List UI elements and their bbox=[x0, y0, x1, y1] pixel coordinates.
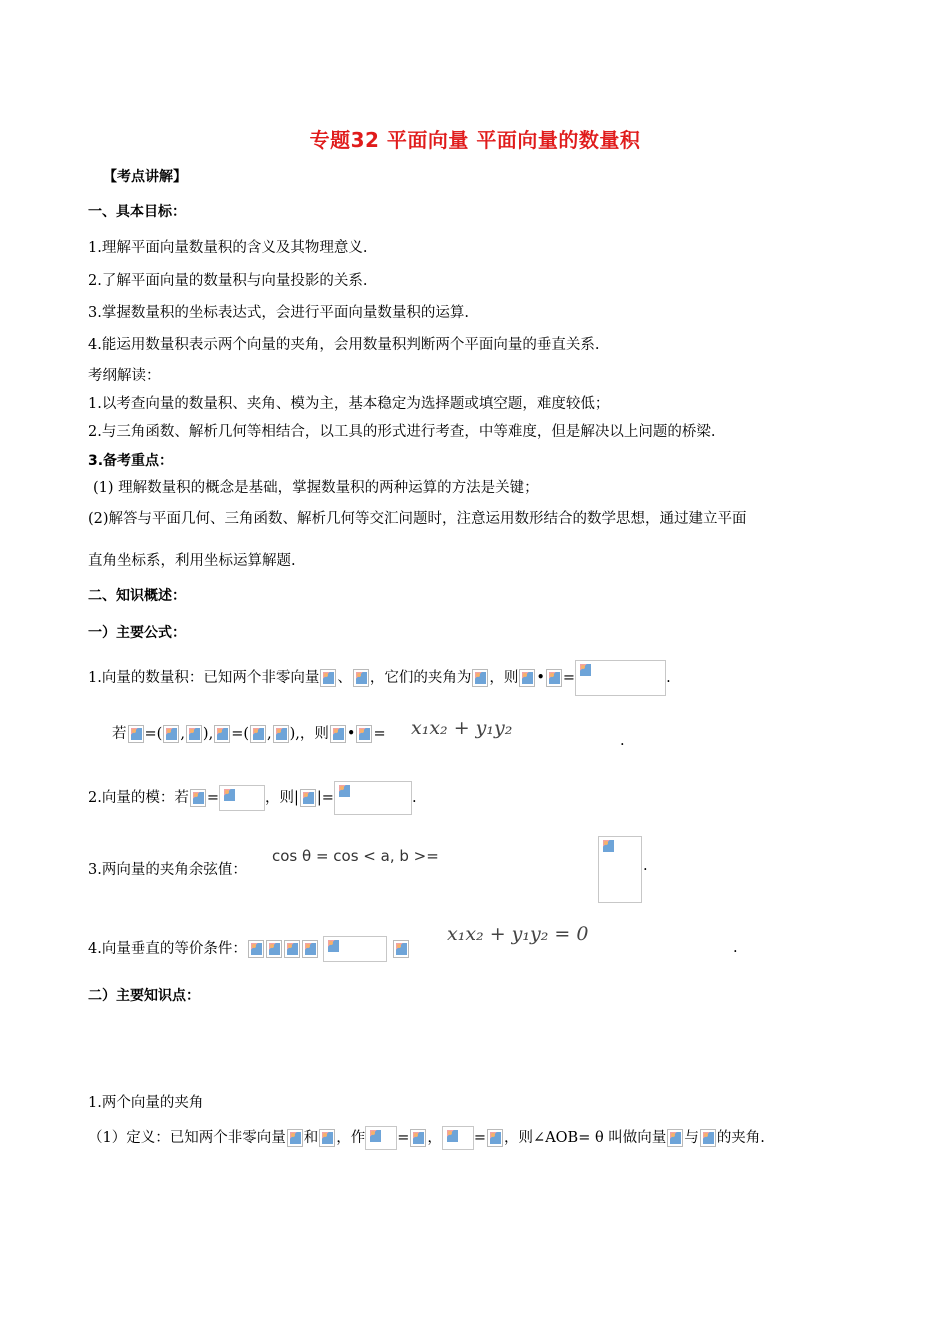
formula-perpendicular bbox=[88, 936, 410, 962]
formula-coordinates: 若 =( , ), =( , ),，则 • = bbox=[112, 726, 386, 742]
formula-text: 4.向量垂直的等价条件： bbox=[88, 941, 247, 957]
heading-formulas: 一）主要公式： bbox=[88, 625, 186, 641]
definition-text: ，作 bbox=[336, 1130, 366, 1146]
vector-b-image-icon bbox=[700, 1129, 716, 1147]
formula-text: 2.向量的模：若 bbox=[88, 790, 189, 806]
formula-image-icon bbox=[578, 662, 594, 680]
formula-text: ，则 bbox=[299, 726, 329, 742]
paren: ), bbox=[289, 726, 300, 742]
equals: =( bbox=[144, 726, 163, 742]
formula-image-icon bbox=[368, 1128, 384, 1146]
definition-text: ，则∠AOB= θ 叫做向量 bbox=[504, 1130, 667, 1146]
theta-image-icon bbox=[472, 669, 488, 687]
period: . bbox=[620, 733, 625, 749]
definition-text: 和 bbox=[303, 1130, 319, 1146]
vector-a-image-icon bbox=[330, 725, 346, 743]
kaogang-label: 考纲解读： bbox=[88, 368, 161, 384]
comma: , bbox=[267, 726, 272, 742]
vector-b-image-icon bbox=[487, 1129, 503, 1147]
vector-b-image-icon bbox=[546, 669, 562, 687]
vector-a-image-icon bbox=[287, 1129, 303, 1147]
knowledge-item: 1.两个向量的夹角 bbox=[88, 1095, 204, 1111]
formula-text: 1.向量的数量积：已知两个非零向量 bbox=[88, 670, 320, 686]
formula-image-box bbox=[365, 1126, 397, 1150]
vector-a-image-icon bbox=[190, 789, 206, 807]
definition-angle bbox=[88, 1126, 765, 1150]
equals: = bbox=[373, 726, 386, 742]
formula-magnitude: 2.向量的模：若 = ，则| |= . bbox=[88, 781, 417, 815]
vector-b-image-icon bbox=[319, 1129, 335, 1147]
comma: ， bbox=[427, 1130, 442, 1146]
vector-a-image-icon bbox=[519, 669, 535, 687]
formula-text: ，则 bbox=[265, 790, 294, 806]
vector-a-image-icon bbox=[128, 725, 144, 743]
section-heading: 【考点讲解】 bbox=[103, 169, 187, 185]
formula-cosine: cos θ = cos < a, b >= bbox=[272, 847, 439, 865]
definition-text: 与 bbox=[684, 1130, 699, 1146]
goal-item: 2.了解平面向量的数量积与向量投影的关系. bbox=[88, 273, 368, 289]
formula-text: 若 bbox=[112, 726, 127, 742]
vector-a-image-icon bbox=[248, 940, 264, 958]
vector-b-image-icon bbox=[353, 669, 369, 687]
goal-item: 3.掌握数量积的坐标表达式，会进行平面向量数量积的运算. bbox=[88, 305, 469, 321]
comma: , bbox=[180, 726, 185, 742]
period: . bbox=[733, 940, 738, 956]
kaogang-item: 2.与三角函数、解析几何等相结合，以工具的形式进行考查，中等难度，但是解决以上问题的桥梁. bbox=[88, 424, 716, 440]
formula-image-icon bbox=[601, 838, 617, 856]
beikao-item: 直角坐标系，利用坐标运算解题. bbox=[88, 553, 296, 569]
x1-image-icon bbox=[163, 725, 179, 743]
arrow-image-icon bbox=[302, 940, 318, 958]
formula-image-box bbox=[219, 785, 265, 811]
equals: = bbox=[397, 1130, 410, 1146]
heading-knowledge: 二）主要知识点： bbox=[88, 988, 200, 1004]
arrow-image-icon bbox=[393, 940, 409, 958]
definition-text: 的夹角. bbox=[716, 1130, 765, 1146]
beikao-label: 3.备考重点： bbox=[88, 453, 174, 469]
page-title: 专题32 平面向量 平面向量的数量积 bbox=[309, 128, 641, 152]
goal-item: 4.能运用数量积表示两个向量的夹角，会用数量积判断两个平面向量的垂直关系. bbox=[88, 337, 600, 353]
beikao-item: (2)解答与平面几何、三角函数、解析几何等交汇问题时，注意运用数形结合的数学思想，通过建立平面 bbox=[88, 511, 747, 527]
y2-image-icon bbox=[273, 725, 289, 743]
formula-image-box bbox=[575, 660, 666, 696]
equals: =( bbox=[231, 726, 250, 742]
formula-image-box bbox=[598, 836, 642, 903]
vector-a-image-icon bbox=[667, 1129, 683, 1147]
formula-image-icon bbox=[222, 787, 238, 805]
formula-image-box bbox=[323, 936, 387, 962]
formula-cosine-label: 3.两向量的夹角余弦值： bbox=[88, 862, 247, 878]
vector-a-image-icon bbox=[320, 669, 336, 687]
formula-image-icon bbox=[337, 783, 353, 801]
vector-b-image-icon bbox=[214, 725, 230, 743]
formula-image-box bbox=[442, 1126, 474, 1150]
formula-text: ，则 bbox=[489, 670, 519, 686]
separator: 、 bbox=[337, 670, 352, 686]
equals: = bbox=[206, 790, 219, 806]
formula-image-icon bbox=[445, 1128, 461, 1146]
formula-x1x2-y1y2: x₁x₂ + y₁y₂ bbox=[411, 717, 513, 739]
period: . bbox=[411, 790, 417, 806]
formula-image-icon bbox=[326, 938, 342, 956]
equals: = bbox=[562, 670, 576, 686]
goal-item: 1.理解平面向量数量积的含义及其物理意义. bbox=[88, 240, 368, 256]
definition-text: （1）定义：已知两个非零向量 bbox=[88, 1130, 286, 1146]
beikao-item: (1) 理解数量积的概念是基础，掌握数量积的两种运算的方法是关键； bbox=[93, 480, 539, 496]
y1-image-icon bbox=[186, 725, 202, 743]
perp-image-icon bbox=[266, 940, 282, 958]
vector-b-image-icon bbox=[284, 940, 300, 958]
heading-goals: 一、具本目标： bbox=[88, 204, 186, 220]
equals: = bbox=[321, 790, 334, 806]
formula-image-box bbox=[334, 781, 412, 815]
formula-dot-product: 1.向量的数量积：已知两个非零向量 、 ，它们的夹角为 ，则 • = . bbox=[88, 660, 671, 696]
period: . bbox=[643, 858, 648, 874]
vector-a-image-icon bbox=[300, 789, 316, 807]
heading-overview: 二、知识概述： bbox=[88, 588, 186, 604]
formula-perp-zero: x₁x₂ + y₁y₂ = 0 bbox=[447, 923, 589, 945]
paren: ), bbox=[202, 726, 214, 742]
period: . bbox=[666, 670, 671, 686]
x2-image-icon bbox=[250, 725, 266, 743]
formula-text: ，它们的夹角为 bbox=[369, 670, 472, 686]
equals: = bbox=[473, 1130, 487, 1146]
vector-b-image-icon bbox=[356, 725, 372, 743]
vector-a-image-icon bbox=[410, 1129, 426, 1147]
kaogang-item: 1.以考查向量的数量积、夹角、模为主，基本稳定为选择题或填空题，难度较低； bbox=[88, 396, 610, 412]
